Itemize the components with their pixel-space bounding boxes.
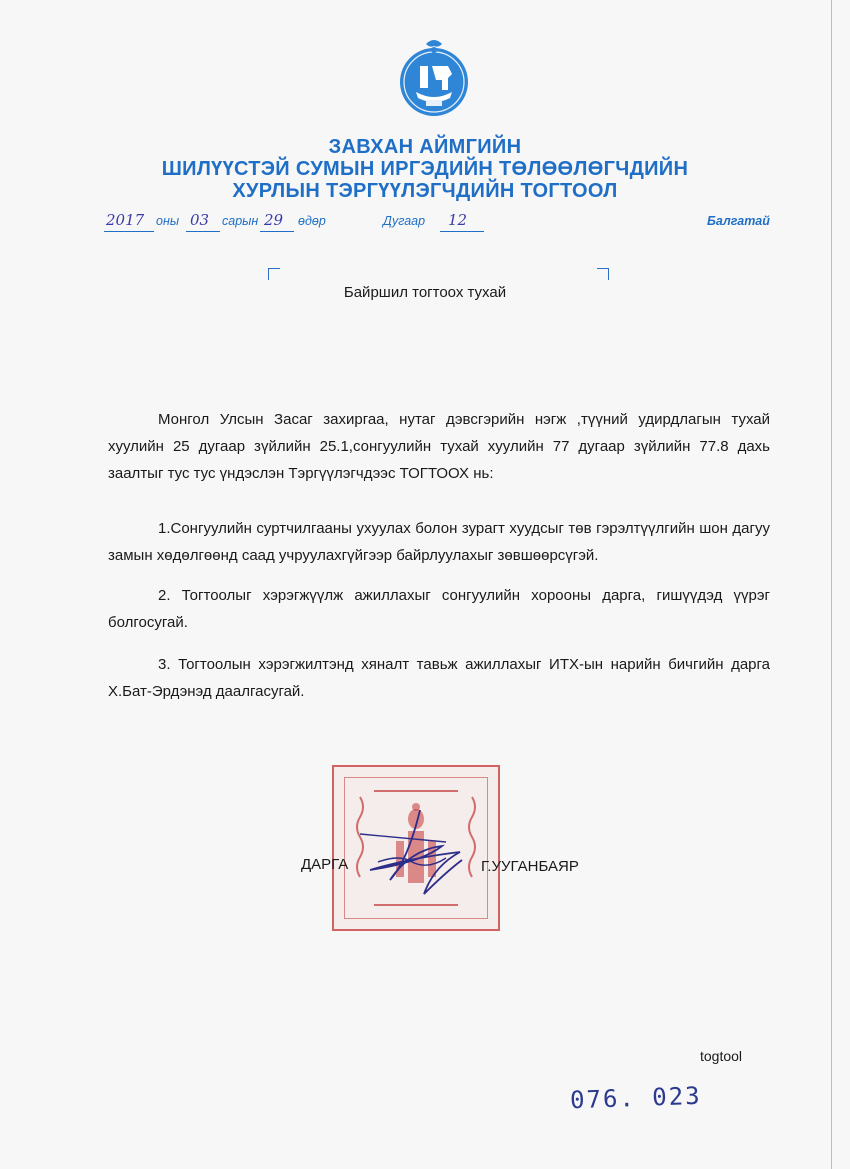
day-field <box>260 211 294 240</box>
issuer-line-1: ЗАВХАН АЙМГИЙН <box>328 136 522 158</box>
registration-stamp-number: 076. 023 <box>569 1081 703 1115</box>
day-suffix: өдөр <box>298 214 326 228</box>
soyombo-state-emblem-icon <box>396 36 472 120</box>
handwritten-signature <box>350 800 500 910</box>
place-name: Балгатай <box>707 214 770 228</box>
subject-corner-left <box>268 268 280 280</box>
document-subject: Байршил тогтоох тухай <box>343 284 507 301</box>
resolution-item-1: 1.Сонгуулийн суртчилгааны ухуулах болон зурагт хуудсыг төв гэрэлтүүлгийн шон дагуу замын хөдөлгөөнд саад учруулахгүйгээр байрлуулахыг зөвшөөрсүгэй. <box>108 520 770 564</box>
signatory-role: ДАРГА <box>301 856 349 873</box>
month-value: 03 <box>190 211 210 229</box>
year-value: 2017 <box>106 211 145 229</box>
year-field <box>104 211 154 240</box>
issuer-line-2: ШИЛҮҮСТЭЙ СУМЫН ИРГЭДИЙН ТӨЛӨӨЛӨГЧДИЙН <box>161 158 689 180</box>
subject-corner-right <box>597 268 609 280</box>
number-label: Дугаар <box>383 214 426 228</box>
signatory-name: Г.УУГАНБАЯР <box>481 858 579 875</box>
year-suffix: оны <box>156 214 180 228</box>
month-field <box>186 211 220 240</box>
number-value: 12 <box>448 211 468 229</box>
body-intro-paragraph: Монгол Улсын Засаг захиргаа, нутаг дэвсгэрийн нэгж ,түүний удирдлагын тухай хуулийн 25 дугаар зүйлийн 25.1,сонгуулийн тухай хуулийн 77 дугаар зүйлийн 77.8 дахь заалтыг тус тус үндэслэн Тэргүүлэгчдээс ТОГТООХ нь: <box>108 411 770 482</box>
document-ref-code: togtool <box>700 1048 743 1064</box>
resolution-item-3: 3. Тогтоолын хэрэгжилтэнд хяналт тавьж ажиллахыг ИТХ-ын нарийн бичгийн дарга Х.Бат-Эрдэнэд даалгасугай. <box>108 656 770 700</box>
number-field <box>440 211 484 240</box>
document-type-title: ХУРЛЫН ТЭРГҮҮЛЭГЧДИЙН ТОГТООЛ <box>232 180 618 202</box>
day-value: 29 <box>264 211 284 229</box>
resolution-item-2: 2. Тогтоолыг хэрэгжүүлж ажиллахыг сонгуулийн хорооны дарга, гишүүдэд үүрэг болгосугай. <box>108 587 770 631</box>
month-suffix: сарын <box>222 214 259 228</box>
